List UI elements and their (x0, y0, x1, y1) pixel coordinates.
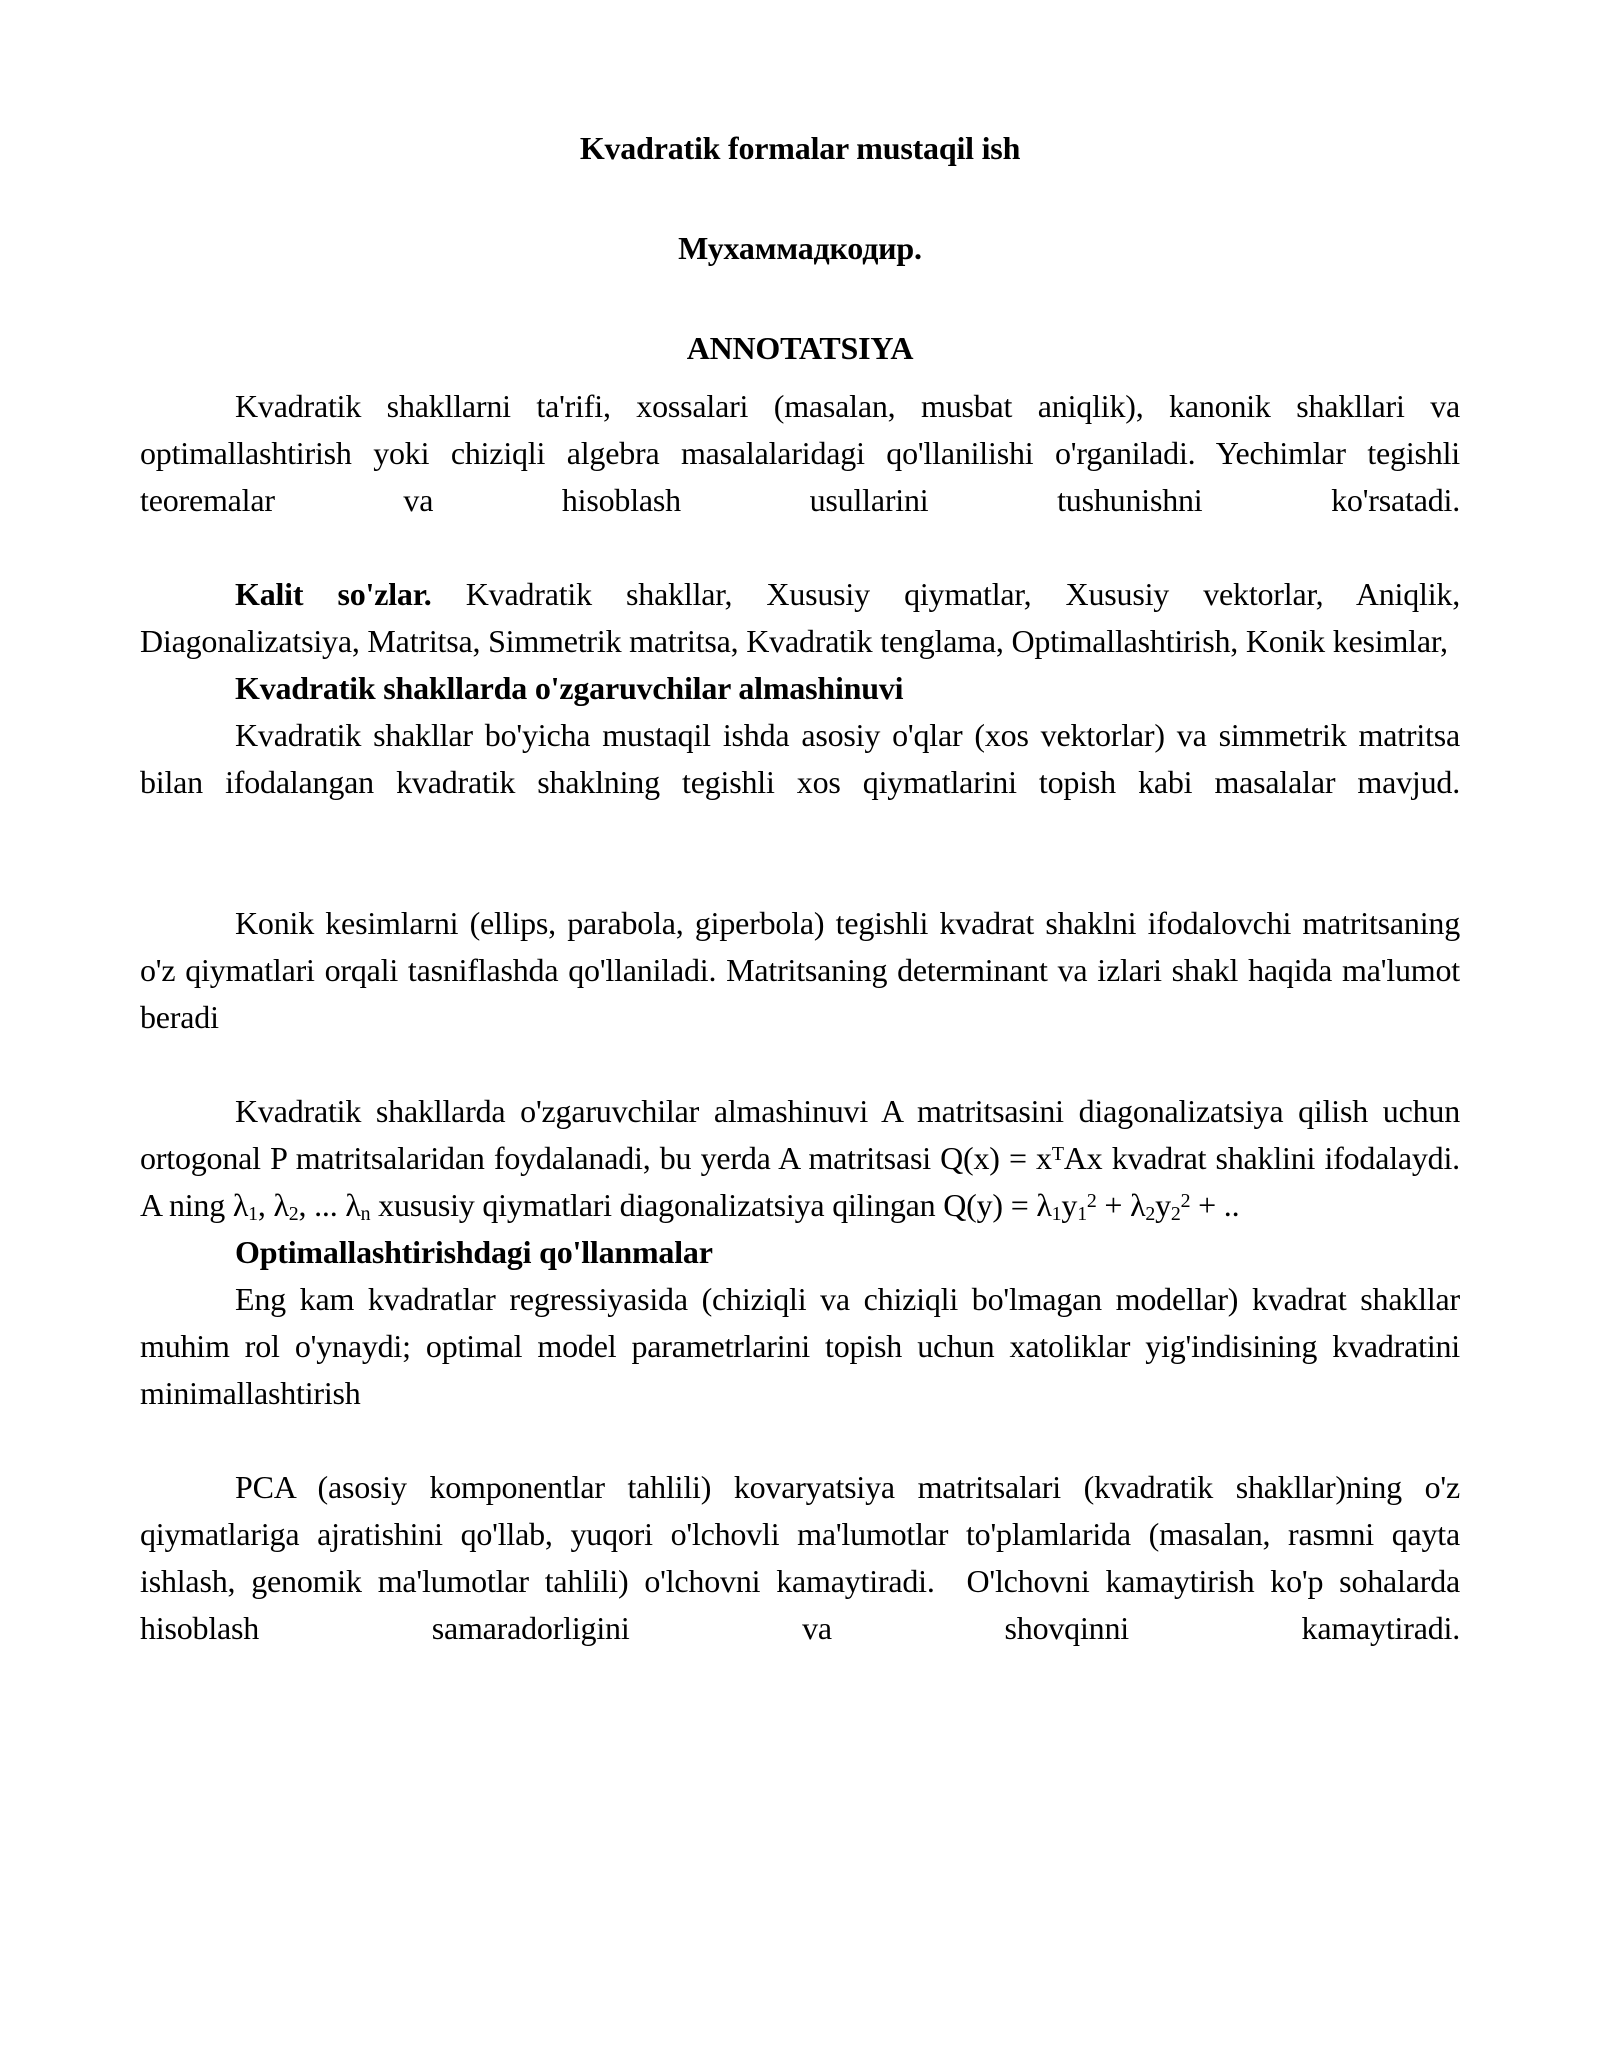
paragraph-conic-sections: Konik kesimlarni (ellips, parabola, giperbola) tegishli kvadrat shaklni ifodalovchi matritsaning o'z qiymatlari orqali tasniflashda qo'llaniladi. Matritsaning determinant va izlari shakl haqida ma'lumot beradi (140, 905, 1460, 1035)
author-line: Мухаммадкодир. (678, 230, 922, 266)
keywords-paragraph (140, 571, 1460, 665)
keywords-list: Kvadratik shakllar, Xususiy qiymatlar, Xususiy vektorlar, Aniqlik, Diagonalizatsiya, Matritsa, Simmetrik matritsa, Kvadratik tenglama, Optimallashtirish, Konik kesimlar, (140, 576, 1461, 659)
paragraph-principal-axes: Kvadratik shakllar bo'yicha mustaqil ishda asosiy o'qlar (xos vektorlar) va simmetrik matritsa bilan ifodalangan kvadratik shaklning tegishli xos qiymatlarini topish kabi masalalar mavjud. (140, 717, 1460, 800)
paragraph-diagonalization-math: Kvadratik shakllarda o'zgaruvchilar almashinuvi A matritsasini diagonalizatsiya qilish uchun ortogonal P matritsalaridan foydalanadi, bu yerda A matritsasi $Q(x) = x^TAx$ kvadrat shaklini ifodalaydi. A ning $\lambda_1$, $\lambda_2$, ... $\lambda_n$ xususiy qiymatlari diagonalizatsiya qilingan $Q(y) = \lambda_1y_1^2 + \lambda_2y_2^2$ + .. (140, 1093, 1460, 1226)
annotation-heading: ANNOTATSIYA (686, 330, 914, 366)
paragraph-least-squares: Eng kam kvadratlar regressiyasida (chiziqli va chiziqli bo'lmagan modellar) kvadrat shakllar muhim rol o'ynaydi; optimal model parametrlarini topish uchun xatoliklar yig'indisining kvadratini minimallashtirish (140, 1281, 1460, 1411)
keywords-label: Kalit so'zlar. (235, 576, 432, 612)
section-heading-optimization: Optimallashtirishdagi qo'llanmalar (235, 1234, 713, 1270)
paragraph-pca: PCA (asosiy komponentlar tahlili) kovaryatsiya matritsalari (kvadratik shakllar)ning o'z qiymatlariga ajratishini qo'llab, yuqori o'lchovli ma'lumotlar to'plamlarida (masalan, rasmni qayta ishlash, genomik ma'lumotlar tahlili) o'lchovni kamaytiradi. O'lchovni kamaytirish ko'p sohalarda hisoblash samaradorligini va shovqinni kamaytiradi. (140, 1469, 1460, 1646)
document-title: Kvadratik formalar mustaqil ish (579, 130, 1021, 166)
section-heading-variable-change: Kvadratik shakllarda o'zgaruvchilar almashinuvi (235, 670, 904, 706)
annotation-paragraph: Kvadratik shakllarni ta'rifi, xossalari (masalan, musbat aniqlik), kanonik shakllari va optimallashtirish yoki chiziqli algebra masalalaridagi qo'llanilishi o'rganiladi. Yechimlar tegishli teoremalar va hisoblash usullarini tushunishni ko'rsatadi. (140, 388, 1460, 518)
